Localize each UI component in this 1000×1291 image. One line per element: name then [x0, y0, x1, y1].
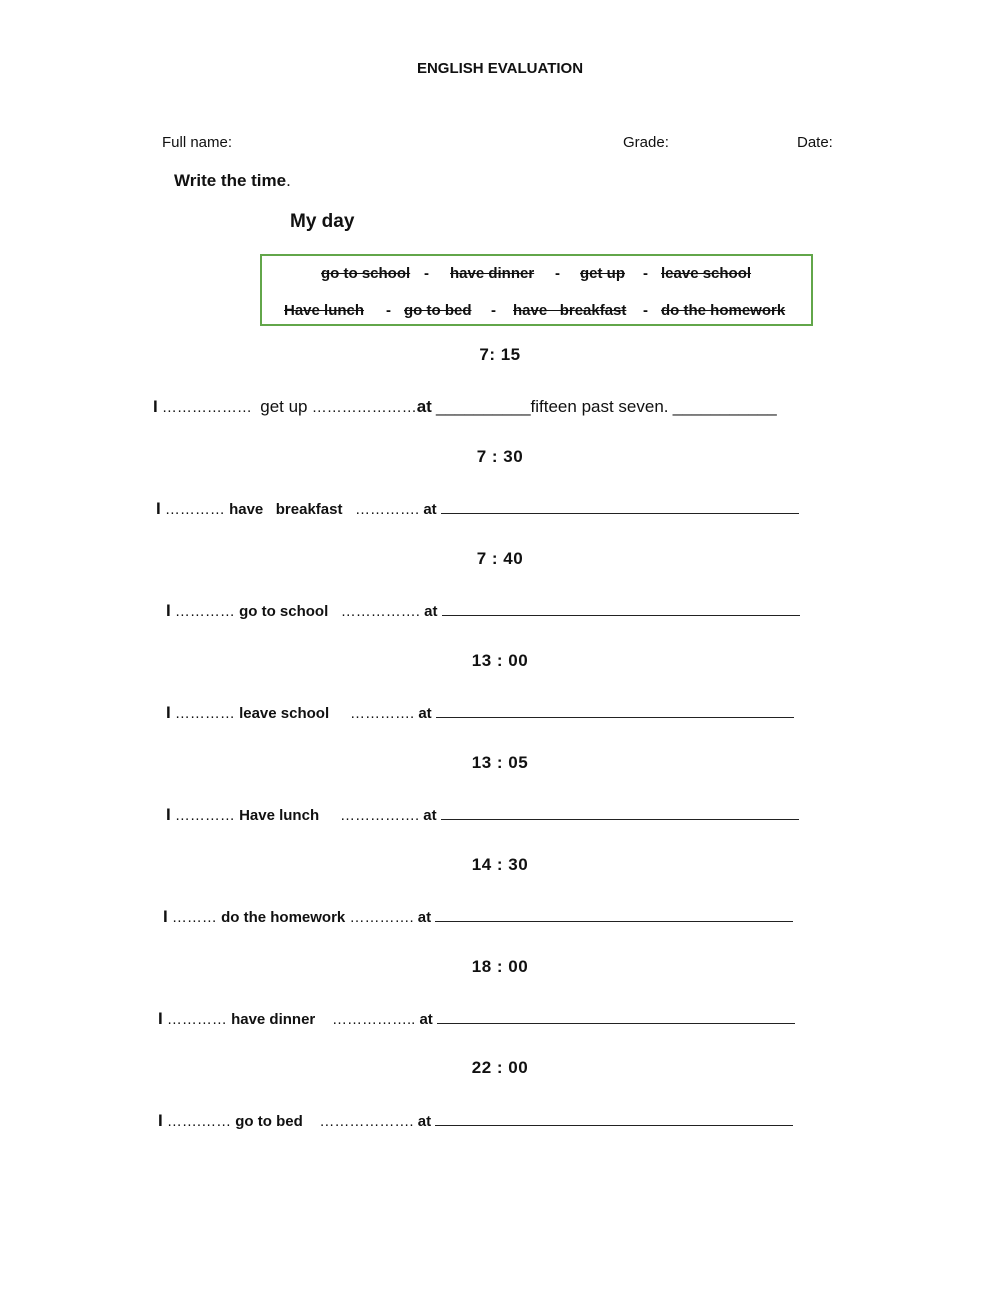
blank-dots[interactable]: …….…… — [166, 1113, 232, 1130]
word-bank-item: go to bed — [404, 302, 472, 319]
word-bank-separator: - — [424, 265, 429, 282]
time-label: 7: 15 — [479, 345, 521, 364]
answer-row — [166, 805, 799, 825]
word-bank-item: do the homework — [661, 302, 786, 319]
at-label: at — [416, 397, 432, 416]
answer-line[interactable] — [437, 1009, 795, 1024]
answer-text: fifteen past seven. — [530, 397, 669, 416]
answer-line[interactable] — [442, 601, 800, 616]
word-bank-item: leave school — [661, 265, 752, 282]
blank-dots[interactable]: …………. — [349, 909, 414, 926]
activity: get up — [260, 397, 308, 416]
blank-dots[interactable]: …………. — [355, 501, 420, 518]
activity: do the homework — [221, 909, 346, 926]
at-label: at — [424, 603, 438, 620]
instruction-text: Write the time — [174, 171, 287, 190]
time-label: 13 : 05 — [471, 753, 529, 772]
at-label: at — [419, 1011, 433, 1028]
blank-dots[interactable]: …………. — [349, 705, 415, 722]
blank-dots[interactable]: ………… — [174, 705, 235, 722]
time-label: 7 : 40 — [476, 549, 524, 568]
activity: have breakfast — [229, 501, 343, 518]
answer-line[interactable] — [436, 703, 794, 718]
blank-dots[interactable]: ……………… — [161, 399, 252, 416]
blank-dots[interactable]: ………… — [174, 603, 235, 620]
activity: leave school — [239, 705, 330, 722]
pronoun: I — [153, 397, 158, 416]
word-bank-separator: - — [386, 302, 391, 319]
at-label: at — [417, 1113, 432, 1130]
answer-line[interactable] — [441, 499, 799, 514]
activity: Have lunch — [239, 807, 320, 824]
pronoun: I — [166, 805, 171, 824]
time-label: 22 : 00 — [471, 1058, 529, 1077]
word-bank — [260, 254, 813, 326]
answer-row — [158, 1111, 793, 1131]
blank-dots[interactable]: ………… — [166, 1011, 227, 1028]
time-label: 14 : 30 — [471, 855, 529, 874]
full-name-label: Full name: — [162, 134, 233, 151]
answer-line[interactable] — [441, 805, 799, 820]
answer-line[interactable] — [435, 907, 793, 922]
word-bank-separator: - — [491, 302, 496, 319]
pronoun: I — [158, 1111, 163, 1130]
date-label: Date: — [797, 134, 833, 151]
document-title: ENGLISH EVALUATION — [416, 60, 584, 77]
blank-dots[interactable]: ……………. — [340, 603, 420, 620]
answer-row — [156, 499, 799, 519]
blank-dots[interactable]: ………………. — [319, 1113, 414, 1130]
answer-row — [166, 601, 800, 621]
pronoun: I — [158, 1009, 163, 1028]
word-bank-item: have breakfast — [513, 302, 627, 319]
at-label: at — [417, 909, 432, 926]
answer-row — [153, 397, 777, 417]
grade-label: Grade: — [623, 134, 669, 151]
instruction — [174, 171, 291, 191]
blank-line[interactable]: __________ — [435, 397, 531, 416]
blank-dots[interactable]: ………… — [164, 501, 225, 518]
blank-dots[interactable]: ………………… — [311, 399, 417, 416]
at-label: at — [423, 807, 437, 824]
answer-row — [158, 1009, 795, 1029]
pronoun: I — [166, 601, 171, 620]
answer-row — [166, 703, 794, 723]
blank-line[interactable]: ___________ — [672, 397, 777, 416]
pronoun: I — [163, 907, 168, 926]
word-bank-item: go to school — [321, 265, 411, 282]
word-bank-separator: - — [643, 302, 648, 319]
word-bank-separator: - — [643, 265, 648, 282]
blank-dots[interactable]: ……… — [171, 909, 217, 926]
blank-dots[interactable]: …………….. — [331, 1011, 416, 1028]
instruction-period: . — [286, 171, 291, 190]
at-label: at — [418, 705, 432, 722]
pronoun: I — [156, 499, 161, 518]
at-label: at — [423, 501, 437, 518]
word-bank-item: have dinner — [450, 265, 535, 282]
time-label: 13 : 00 — [471, 651, 529, 670]
answer-line[interactable] — [435, 1111, 793, 1126]
answer-row — [163, 907, 793, 927]
word-bank-item: Have lunch — [284, 302, 365, 319]
blank-dots[interactable]: ……………. — [339, 807, 420, 824]
time-label: 7 : 30 — [476, 447, 524, 466]
blank-dots[interactable]: ………… — [174, 807, 235, 824]
activity: have dinner — [231, 1011, 316, 1028]
activity: go to school — [239, 603, 329, 620]
section-title: My day — [290, 211, 355, 232]
activity: go to bed — [235, 1113, 303, 1130]
word-bank-separator: - — [555, 265, 560, 282]
time-label: 18 : 00 — [471, 957, 529, 976]
word-bank-item: get up — [580, 265, 625, 282]
pronoun: I — [166, 703, 171, 722]
